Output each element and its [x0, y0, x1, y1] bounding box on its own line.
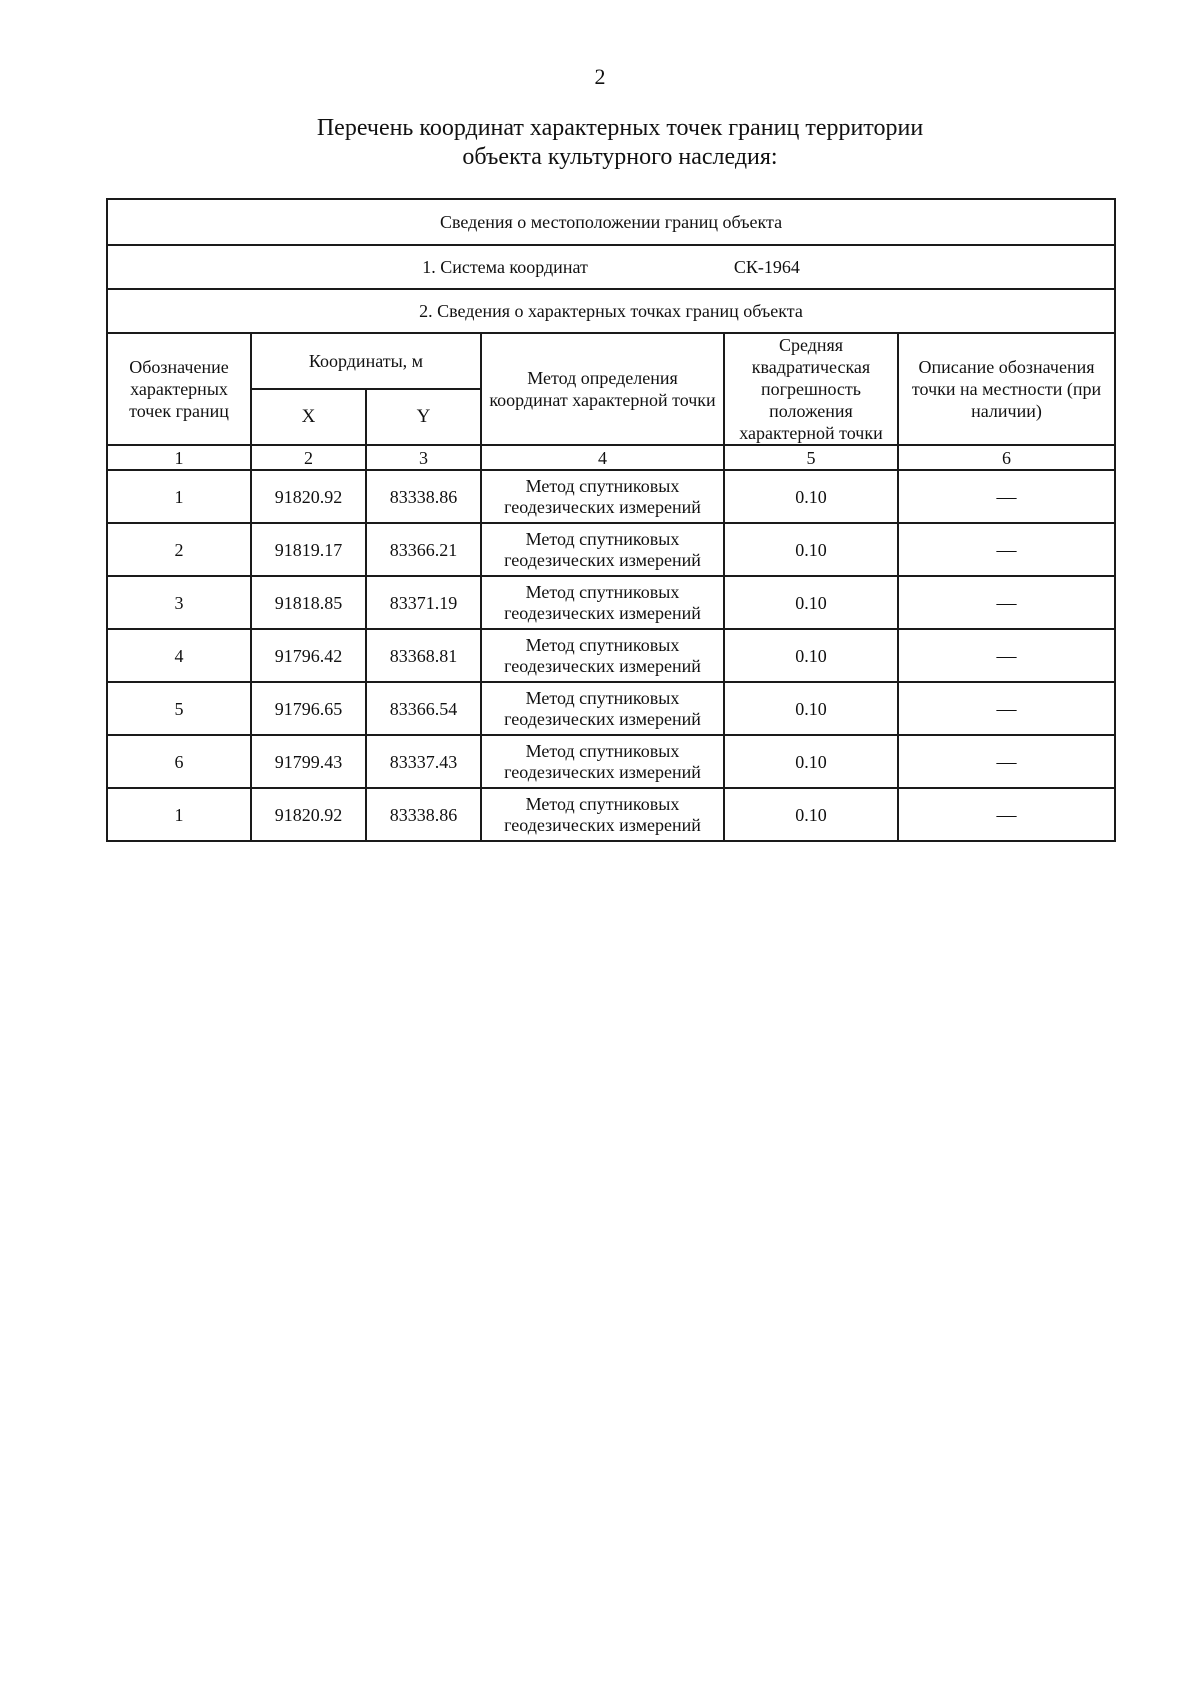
- column-number: 2: [251, 445, 366, 470]
- table-row: [107, 576, 1115, 629]
- point-cell: 1: [107, 788, 251, 841]
- header-designation: Обозначение характерных точек границ: [107, 333, 251, 445]
- page-number: 2: [594, 64, 606, 89]
- method-cell: Метод спутниковых геодезических измерений: [481, 523, 724, 576]
- points-section-cell: 2. Сведения о характерных точках границ объекта: [107, 289, 1115, 333]
- method-cell: Метод спутниковых геодезических измерений: [481, 735, 724, 788]
- table-row: [107, 470, 1115, 523]
- column-number: 3: [366, 445, 481, 470]
- header-x: X: [251, 389, 366, 445]
- coordinates-table: [106, 198, 1116, 842]
- x-cell: 91819.17: [251, 523, 366, 576]
- point-cell: 3: [107, 576, 251, 629]
- column-number: 4: [481, 445, 724, 470]
- y-cell: 83371.19: [366, 576, 481, 629]
- x-cell: 91818.85: [251, 576, 366, 629]
- method-cell: Метод спутниковых геодезических измерений: [481, 682, 724, 735]
- coordinate-system-label: 1. Система координат: [422, 257, 588, 277]
- method-cell: Метод спутниковых геодезических измерений: [481, 576, 724, 629]
- y-cell: 83366.21: [366, 523, 481, 576]
- coordinate-system-value: СК-1964: [733, 257, 800, 277]
- point-cell: 4: [107, 629, 251, 682]
- method-cell: Метод спутниковых геодезических измерений: [481, 629, 724, 682]
- info-header-cell: Сведения о местоположении границ объекта: [107, 199, 1115, 245]
- method-cell: Метод спутниковых геодезических измерений: [481, 788, 724, 841]
- error-cell: 0.10: [724, 470, 898, 523]
- x-cell: 91799.43: [251, 735, 366, 788]
- description-cell: —: [898, 629, 1115, 682]
- x-cell: 91796.42: [251, 629, 366, 682]
- description-cell: —: [898, 682, 1115, 735]
- table-row: [107, 682, 1115, 735]
- error-cell: 0.10: [724, 682, 898, 735]
- coordinate-system-cell: [107, 245, 1115, 289]
- table-row: [107, 629, 1115, 682]
- points-section-row: [107, 289, 1115, 333]
- description-cell: —: [898, 470, 1115, 523]
- header-method: Метод определения координат характерной точки: [481, 333, 724, 445]
- y-cell: 83366.54: [366, 682, 481, 735]
- header-error: Средняя квадратическая погрешность положения характерной точки: [724, 333, 898, 445]
- table-row: [107, 735, 1115, 788]
- point-cell: 1: [107, 470, 251, 523]
- description-cell: —: [898, 523, 1115, 576]
- column-number-row: [107, 445, 1115, 470]
- coordinate-system-row: [107, 245, 1115, 289]
- title-line-1: Перечень координат характерных точек границ территории: [316, 115, 924, 141]
- column-number: 1: [107, 445, 251, 470]
- description-cell: —: [898, 576, 1115, 629]
- column-header-row: [107, 333, 1115, 389]
- document-title: [0, 114, 1200, 172]
- header-description: Описание обозначения точки на местности (при наличии): [898, 333, 1115, 445]
- x-cell: 91820.92: [251, 788, 366, 841]
- x-cell: 91796.65: [251, 682, 366, 735]
- error-cell: 0.10: [724, 629, 898, 682]
- error-cell: 0.10: [724, 576, 898, 629]
- table-body: [107, 199, 1115, 841]
- y-cell: 83337.43: [366, 735, 481, 788]
- error-cell: 0.10: [724, 735, 898, 788]
- table-row: [107, 523, 1115, 576]
- error-cell: 0.10: [724, 788, 898, 841]
- x-cell: 91820.92: [251, 470, 366, 523]
- description-cell: —: [898, 735, 1115, 788]
- point-cell: 2: [107, 523, 251, 576]
- point-cell: 6: [107, 735, 251, 788]
- header-coordinates: Координаты, м: [251, 333, 481, 389]
- table-row: [107, 788, 1115, 841]
- y-cell: 83368.81: [366, 629, 481, 682]
- header-y: Y: [366, 389, 481, 445]
- y-cell: 83338.86: [366, 470, 481, 523]
- info-header-row: [107, 199, 1115, 245]
- method-cell: Метод спутниковых геодезических измерений: [481, 470, 724, 523]
- point-cell: 5: [107, 682, 251, 735]
- description-cell: —: [898, 788, 1115, 841]
- column-number: 5: [724, 445, 898, 470]
- column-number: 6: [898, 445, 1115, 470]
- y-cell: 83338.86: [366, 788, 481, 841]
- title-line-2: объекта культурного наследия:: [462, 144, 778, 170]
- error-cell: 0.10: [724, 523, 898, 576]
